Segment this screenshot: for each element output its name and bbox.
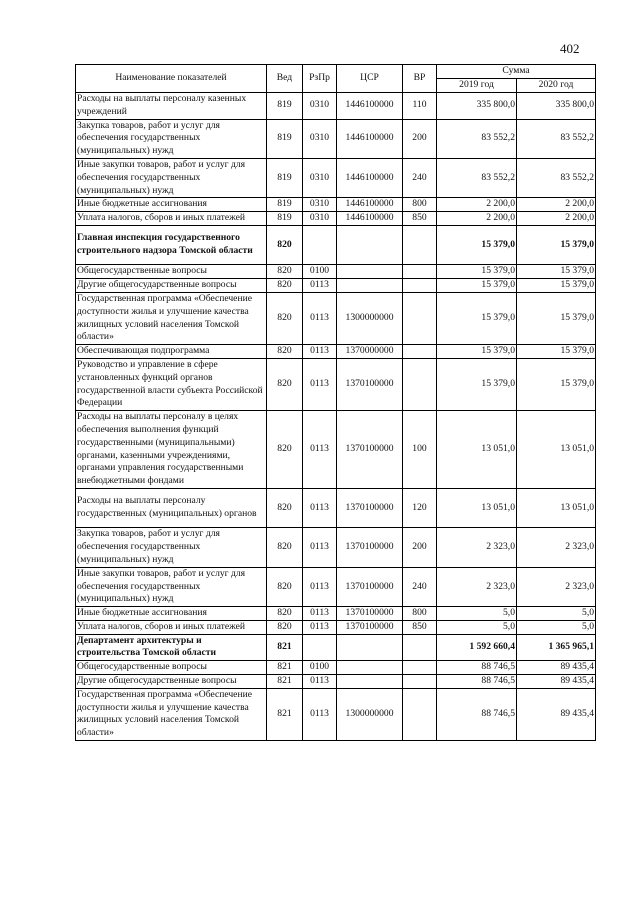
- cell-vr: 110: [403, 93, 437, 120]
- cell-2020: 2 200,0: [517, 212, 596, 226]
- cell-vr: [403, 661, 437, 675]
- cell-name: Общегосударственные вопросы: [76, 661, 267, 675]
- table-row: [76, 528, 596, 567]
- cell-name: Руководство и управление в сфере установленных функций органов государственной власти субъекта Российской Федерации: [76, 358, 267, 410]
- header-ved: Вед: [267, 65, 303, 93]
- cell-2019: 83 552,2: [437, 158, 517, 197]
- cell-rzpr: 0100: [303, 265, 337, 279]
- table-header: [76, 65, 596, 93]
- cell-2019: 2 323,0: [437, 528, 517, 567]
- table-row: [76, 688, 596, 740]
- cell-2019: 2 200,0: [437, 198, 517, 212]
- cell-rzpr: 0113: [303, 411, 337, 489]
- cell-vr: [403, 279, 437, 293]
- cell-2019: 5,0: [437, 607, 517, 621]
- table-row: [76, 634, 596, 661]
- cell-name: Закупка товаров, работ и услуг для обеспечения государственных (муниципальных) нужд: [76, 528, 267, 567]
- cell-2020: 5,0: [517, 620, 596, 634]
- cell-ved: 820: [267, 279, 303, 293]
- cell-csr: 1446100000: [337, 93, 403, 120]
- cell-vr: [403, 688, 437, 740]
- cell-vr: [403, 225, 437, 264]
- cell-csr: [337, 634, 403, 661]
- cell-ved: 820: [267, 488, 303, 527]
- table-row: [76, 345, 596, 359]
- cell-vr: 120: [403, 488, 437, 527]
- cell-2019: 88 746,5: [437, 688, 517, 740]
- table-row: [76, 265, 596, 279]
- table-row: [76, 225, 596, 264]
- cell-2020: 89 435,4: [517, 675, 596, 689]
- table-row: [76, 358, 596, 410]
- cell-csr: 1370000000: [337, 345, 403, 359]
- cell-csr: 1446100000: [337, 212, 403, 226]
- table-row: [76, 675, 596, 689]
- cell-name: Другие общегосударственные вопросы: [76, 675, 267, 689]
- cell-name: Иные закупки товаров, работ и услуг для обеспечения государственных (муниципальных) нужд: [76, 158, 267, 197]
- cell-2019: 15 379,0: [437, 358, 517, 410]
- table-row: [76, 607, 596, 621]
- cell-ved: 819: [267, 93, 303, 120]
- cell-2020: 335 800,0: [517, 93, 596, 120]
- cell-rzpr: 0113: [303, 279, 337, 293]
- table-row: [76, 198, 596, 212]
- table-row: [76, 488, 596, 527]
- cell-ved: 820: [267, 607, 303, 621]
- cell-2019: 13 051,0: [437, 488, 517, 527]
- cell-ved: 820: [267, 225, 303, 264]
- cell-2020: 2 200,0: [517, 198, 596, 212]
- cell-ved: 820: [267, 620, 303, 634]
- cell-name: Расходы на выплаты персоналу государственных (муниципальных) органов: [76, 488, 267, 527]
- cell-2019: 88 746,5: [437, 675, 517, 689]
- cell-2020: 83 552,2: [517, 158, 596, 197]
- cell-ved: 819: [267, 119, 303, 158]
- cell-csr: [337, 661, 403, 675]
- cell-2020: 13 051,0: [517, 411, 596, 489]
- cell-name: Иные закупки товаров, работ и услуг для обеспечения государственных (муниципальных) нужд: [76, 567, 267, 606]
- cell-rzpr: 0310: [303, 212, 337, 226]
- cell-ved: 820: [267, 345, 303, 359]
- cell-ved: 819: [267, 212, 303, 226]
- cell-2019: 335 800,0: [437, 93, 517, 120]
- cell-name: Обеспечивающая подпрограмма: [76, 345, 267, 359]
- cell-rzpr: 0310: [303, 93, 337, 120]
- cell-2019: 15 379,0: [437, 292, 517, 344]
- cell-rzpr: 0113: [303, 528, 337, 567]
- table-body: [76, 93, 596, 741]
- header-csr: ЦСР: [337, 65, 403, 93]
- cell-csr: [337, 225, 403, 264]
- budget-table: [75, 64, 596, 741]
- cell-name: Расходы на выплаты персоналу в целях обеспечения выполнения функций государственными (муниципальными) органами, казенными учреждениями, органами управления государственными внебюджетными фондами: [76, 411, 267, 489]
- cell-2020: 15 379,0: [517, 225, 596, 264]
- cell-2020: 1 365 965,1: [517, 634, 596, 661]
- header-2019: 2019 год: [437, 79, 517, 93]
- cell-rzpr: 0100: [303, 661, 337, 675]
- cell-2020: 15 379,0: [517, 292, 596, 344]
- cell-csr: 1446100000: [337, 198, 403, 212]
- table-row: [76, 119, 596, 158]
- cell-ved: 820: [267, 265, 303, 279]
- cell-2020: 89 435,4: [517, 661, 596, 675]
- cell-rzpr: 0113: [303, 607, 337, 621]
- cell-2019: 2 200,0: [437, 212, 517, 226]
- table-row: [76, 279, 596, 293]
- cell-rzpr: 0113: [303, 488, 337, 527]
- cell-name: Закупка товаров, работ и услуг для обеспечения государственных (муниципальных) нужд: [76, 119, 267, 158]
- cell-2019: 5,0: [437, 620, 517, 634]
- cell-2019: 15 379,0: [437, 345, 517, 359]
- cell-2019: 88 746,5: [437, 661, 517, 675]
- cell-2019: 15 379,0: [437, 265, 517, 279]
- cell-rzpr: 0113: [303, 345, 337, 359]
- table-row: [76, 567, 596, 606]
- cell-ved: 820: [267, 528, 303, 567]
- cell-ved: 821: [267, 634, 303, 661]
- cell-vr: [403, 292, 437, 344]
- cell-vr: [403, 358, 437, 410]
- cell-name: Государственная программа «Обеспечение доступности жилья и улучшение качества жилищных условий населения Томской области»: [76, 292, 267, 344]
- cell-csr: 1446100000: [337, 158, 403, 197]
- cell-ved: 821: [267, 688, 303, 740]
- cell-2020: 13 051,0: [517, 488, 596, 527]
- cell-vr: 200: [403, 528, 437, 567]
- cell-ved: 821: [267, 661, 303, 675]
- cell-vr: 850: [403, 212, 437, 226]
- cell-2020: 15 379,0: [517, 265, 596, 279]
- header-name: Наименование показателей: [76, 65, 267, 93]
- cell-rzpr: 0113: [303, 620, 337, 634]
- cell-vr: [403, 634, 437, 661]
- cell-2020: 15 379,0: [517, 345, 596, 359]
- table-row: [76, 292, 596, 344]
- table-row: [76, 661, 596, 675]
- cell-2019: 1 592 660,4: [437, 634, 517, 661]
- cell-rzpr: 0310: [303, 119, 337, 158]
- cell-name: Расходы на выплаты персоналу казенных учреждений: [76, 93, 267, 120]
- header-2020: 2020 год: [517, 79, 596, 93]
- cell-2020: 2 323,0: [517, 567, 596, 606]
- cell-csr: 1446100000: [337, 119, 403, 158]
- cell-vr: 800: [403, 607, 437, 621]
- cell-2019: 13 051,0: [437, 411, 517, 489]
- cell-2019: 83 552,2: [437, 119, 517, 158]
- cell-rzpr: 0113: [303, 358, 337, 410]
- cell-vr: 240: [403, 567, 437, 606]
- cell-name: Уплата налогов, сборов и иных платежей: [76, 212, 267, 226]
- cell-csr: 1370100000: [337, 567, 403, 606]
- cell-csr: 1300000000: [337, 292, 403, 344]
- table-row: [76, 411, 596, 489]
- cell-ved: 819: [267, 198, 303, 212]
- cell-name: Иные бюджетные ассигнования: [76, 198, 267, 212]
- table-row: [76, 158, 596, 197]
- cell-csr: 1370100000: [337, 607, 403, 621]
- cell-rzpr: 0310: [303, 198, 337, 212]
- cell-2019: 15 379,0: [437, 279, 517, 293]
- cell-rzpr: [303, 634, 337, 661]
- cell-csr: 1370100000: [337, 620, 403, 634]
- cell-rzpr: [303, 225, 337, 264]
- cell-2020: 89 435,4: [517, 688, 596, 740]
- cell-ved: 820: [267, 567, 303, 606]
- table-row: [76, 93, 596, 120]
- cell-csr: [337, 265, 403, 279]
- page-number: 402: [560, 41, 580, 56]
- cell-ved: 820: [267, 411, 303, 489]
- cell-rzpr: 0113: [303, 567, 337, 606]
- cell-csr: 1370100000: [337, 358, 403, 410]
- header-rzpr: РзПр: [303, 65, 337, 93]
- cell-name: Департамент архитектуры и строительства Томской области: [76, 634, 267, 661]
- cell-vr: [403, 345, 437, 359]
- cell-csr: 1370100000: [337, 411, 403, 489]
- cell-name: Общегосударственные вопросы: [76, 265, 267, 279]
- cell-csr: [337, 279, 403, 293]
- cell-vr: 200: [403, 119, 437, 158]
- cell-vr: 800: [403, 198, 437, 212]
- cell-ved: 820: [267, 292, 303, 344]
- cell-2019: 2 323,0: [437, 567, 517, 606]
- cell-name: Иные бюджетные ассигнования: [76, 607, 267, 621]
- cell-vr: 100: [403, 411, 437, 489]
- cell-rzpr: 0113: [303, 688, 337, 740]
- cell-csr: [337, 675, 403, 689]
- table-row: [76, 212, 596, 226]
- cell-ved: 820: [267, 358, 303, 410]
- cell-vr: 240: [403, 158, 437, 197]
- cell-vr: [403, 265, 437, 279]
- cell-name: Государственная программа «Обеспечение доступности жилья и улучшение качества жилищных условий населения Томской области»: [76, 688, 267, 740]
- cell-2020: 2 323,0: [517, 528, 596, 567]
- cell-2020: 83 552,2: [517, 119, 596, 158]
- header-vr: ВР: [403, 65, 437, 93]
- cell-2020: 15 379,0: [517, 358, 596, 410]
- cell-ved: 821: [267, 675, 303, 689]
- cell-csr: 1370100000: [337, 528, 403, 567]
- cell-csr: 1370100000: [337, 488, 403, 527]
- cell-rzpr: 0310: [303, 158, 337, 197]
- cell-2020: 15 379,0: [517, 279, 596, 293]
- cell-2019: 15 379,0: [437, 225, 517, 264]
- cell-vr: 850: [403, 620, 437, 634]
- cell-vr: [403, 675, 437, 689]
- cell-csr: 1300000000: [337, 688, 403, 740]
- table-row: [76, 620, 596, 634]
- cell-rzpr: 0113: [303, 675, 337, 689]
- header-sum: Сумма: [437, 65, 596, 79]
- cell-rzpr: 0113: [303, 292, 337, 344]
- cell-name: Главная инспекция государственного строительного надзора Томской области: [76, 225, 267, 264]
- cell-name: Уплата налогов, сборов и иных платежей: [76, 620, 267, 634]
- cell-ved: 819: [267, 158, 303, 197]
- cell-2020: 5,0: [517, 607, 596, 621]
- cell-name: Другие общегосударственные вопросы: [76, 279, 267, 293]
